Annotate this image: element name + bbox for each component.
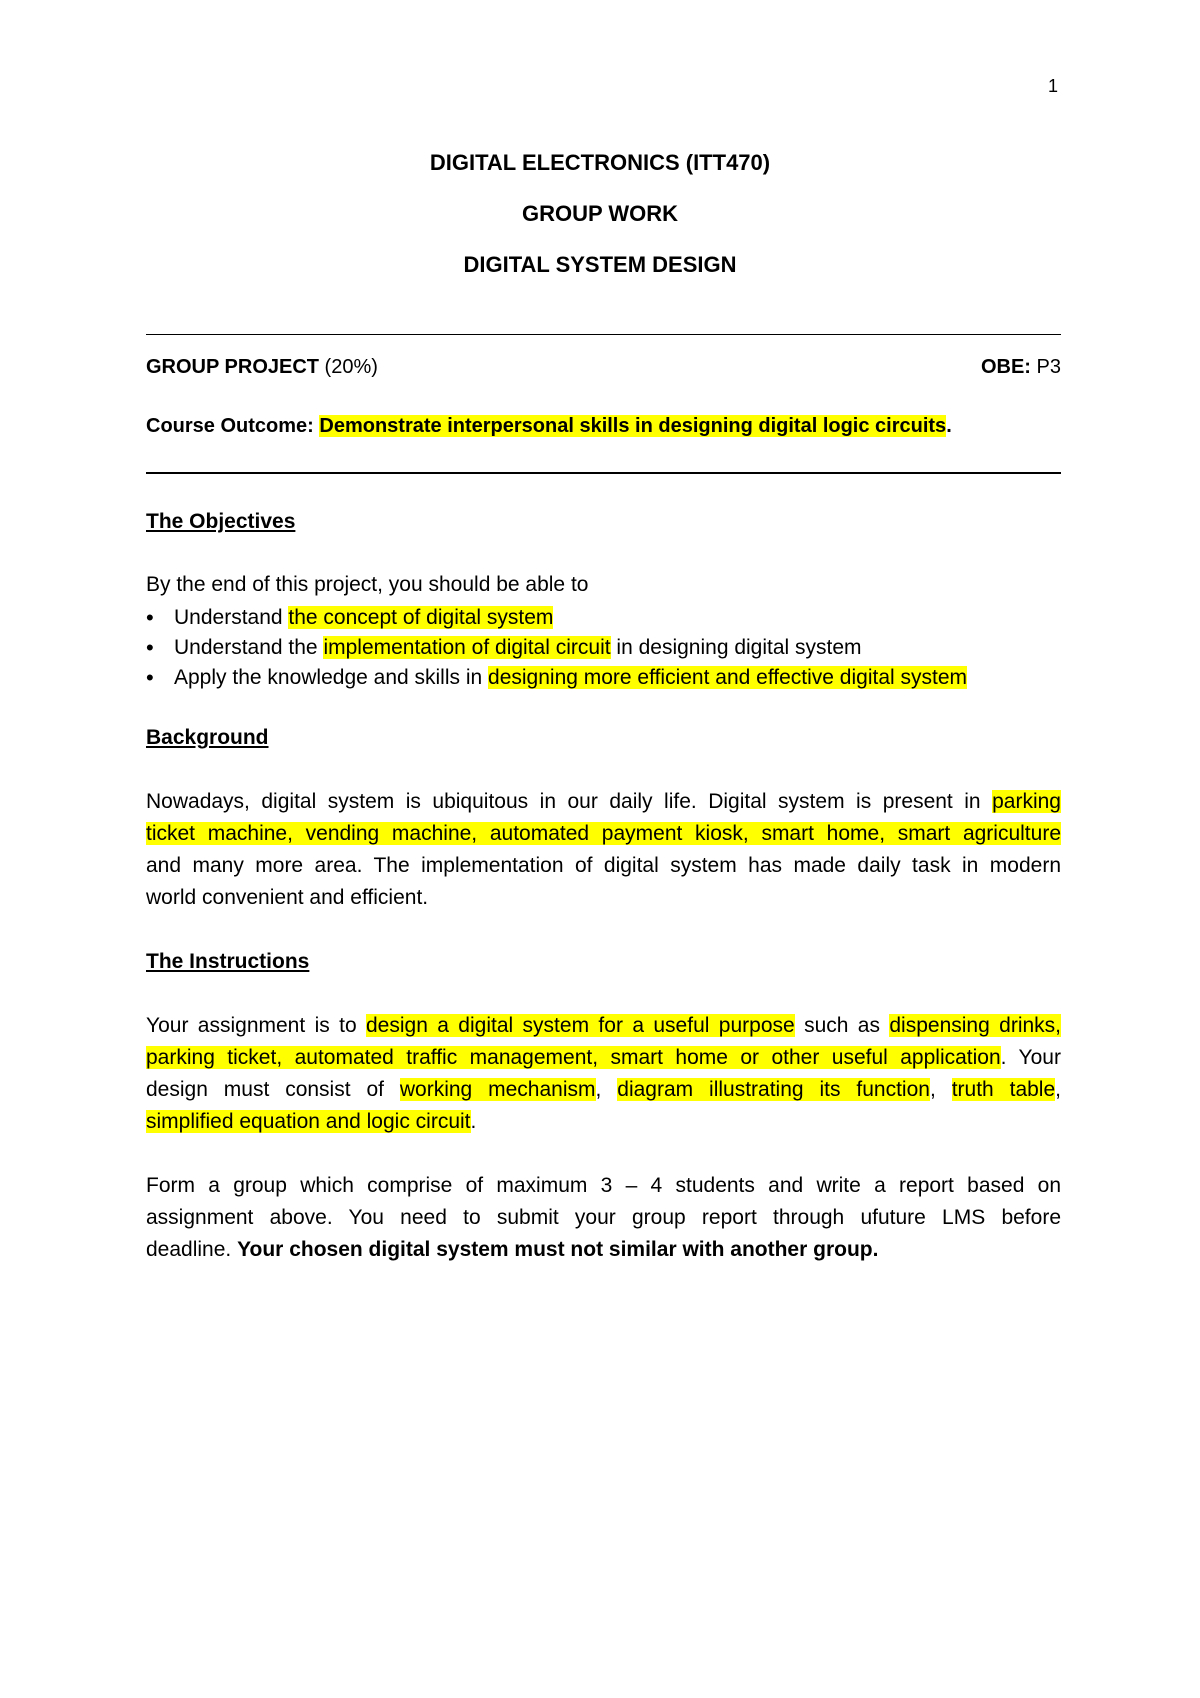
section-divider (146, 472, 1061, 474)
work-type-title: GROUP WORK (521, 201, 679, 226)
list-item (146, 663, 967, 693)
objective-highlight: the concept of digital system (288, 606, 554, 629)
background-heading: Background (146, 726, 269, 749)
objective-text: Understand (174, 606, 289, 629)
paragraph-text: Form a group which comprise of maximum 3 – 4 students and write a report based on (146, 1174, 1061, 1197)
paragraph-highlight: working mechanism (399, 1078, 596, 1101)
paragraph-text: , (1055, 1078, 1061, 1101)
course-title: DIGITAL ELECTRONICS (ITT470) (429, 150, 771, 175)
topic-title: DIGITAL SYSTEM DESIGN (463, 252, 737, 277)
objective-text: in designing digital system (610, 636, 862, 659)
course-outcome-end: . (946, 415, 952, 437)
page-number: 1 (1047, 76, 1058, 96)
instructions-heading: The Instructions (146, 950, 310, 973)
paragraph-highlight: design a digital system for a useful purpose (366, 1014, 795, 1037)
objectives-intro: By the end of this project, you should be able to (146, 573, 589, 596)
paragraph-text: Your assignment is to (146, 1014, 366, 1037)
paragraph-text: deadline. (146, 1238, 238, 1261)
list-item (146, 633, 967, 663)
objective-highlight: designing more efficient and effective digital system (488, 666, 968, 689)
paragraph-text: such as (794, 1014, 890, 1037)
paragraph-highlight: parking (992, 790, 1061, 813)
objectives-heading: The Objectives (146, 510, 296, 533)
course-outcome-text: Demonstrate interpersonal skills in designing digital logic circuits (319, 415, 947, 437)
paragraph-text: Nowadays, digital system is ubiquitous in our daily life. Digital system is present in (146, 790, 993, 813)
paragraph-text: , (595, 1078, 618, 1101)
paragraph-highlight: dispensing drinks, (889, 1014, 1061, 1037)
instructions-paragraph (146, 1010, 1061, 1138)
project-weight: (20%) (319, 356, 378, 378)
paragraph-text: and many more area. The implementation of digital system has made daily task in modern (146, 854, 1061, 877)
paragraph-text: assignment above. You need to submit your group report through ufuture LMS before (146, 1206, 1061, 1229)
obe-label: OBE: (980, 356, 1031, 378)
objective-text: Understand the (174, 636, 324, 659)
paragraph-highlight: parking ticket, automated traffic management, smart home or other useful application (146, 1046, 1001, 1069)
paragraph-text: design must consist of (146, 1078, 400, 1101)
paragraph-text: world convenient and efficient. (146, 886, 429, 909)
project-line (146, 356, 1061, 379)
paragraph-text: . (470, 1110, 477, 1133)
group-paragraph (146, 1170, 1061, 1266)
paragraph-highlight: ticket machine, vending machine, automated payment kiosk, smart home, smart agriculture (146, 822, 1061, 845)
top-divider (146, 334, 1061, 335)
objective-highlight: implementation of digital circuit (323, 636, 611, 659)
paragraph-highlight: truth table (951, 1078, 1056, 1101)
objective-text: Apply the knowledge and skills in (174, 666, 489, 689)
course-outcome-label: Course Outcome: (146, 415, 314, 437)
course-outcome (146, 415, 1061, 438)
objectives-list (146, 603, 967, 693)
paragraph-text: . Your (1000, 1046, 1061, 1069)
obe-value: P3 (1030, 356, 1061, 378)
project-label: GROUP PROJECT (146, 356, 319, 378)
background-paragraph (146, 786, 1061, 914)
list-item (146, 603, 967, 633)
obe-field (981, 356, 1061, 379)
paragraph-text: , (929, 1078, 952, 1101)
paragraph-highlight: simplified equation and logic circuit (146, 1110, 471, 1133)
paragraph-bold-text: Your chosen digital system must not similar with another group. (237, 1238, 879, 1261)
paragraph-highlight: diagram illustrating its function (617, 1078, 930, 1101)
